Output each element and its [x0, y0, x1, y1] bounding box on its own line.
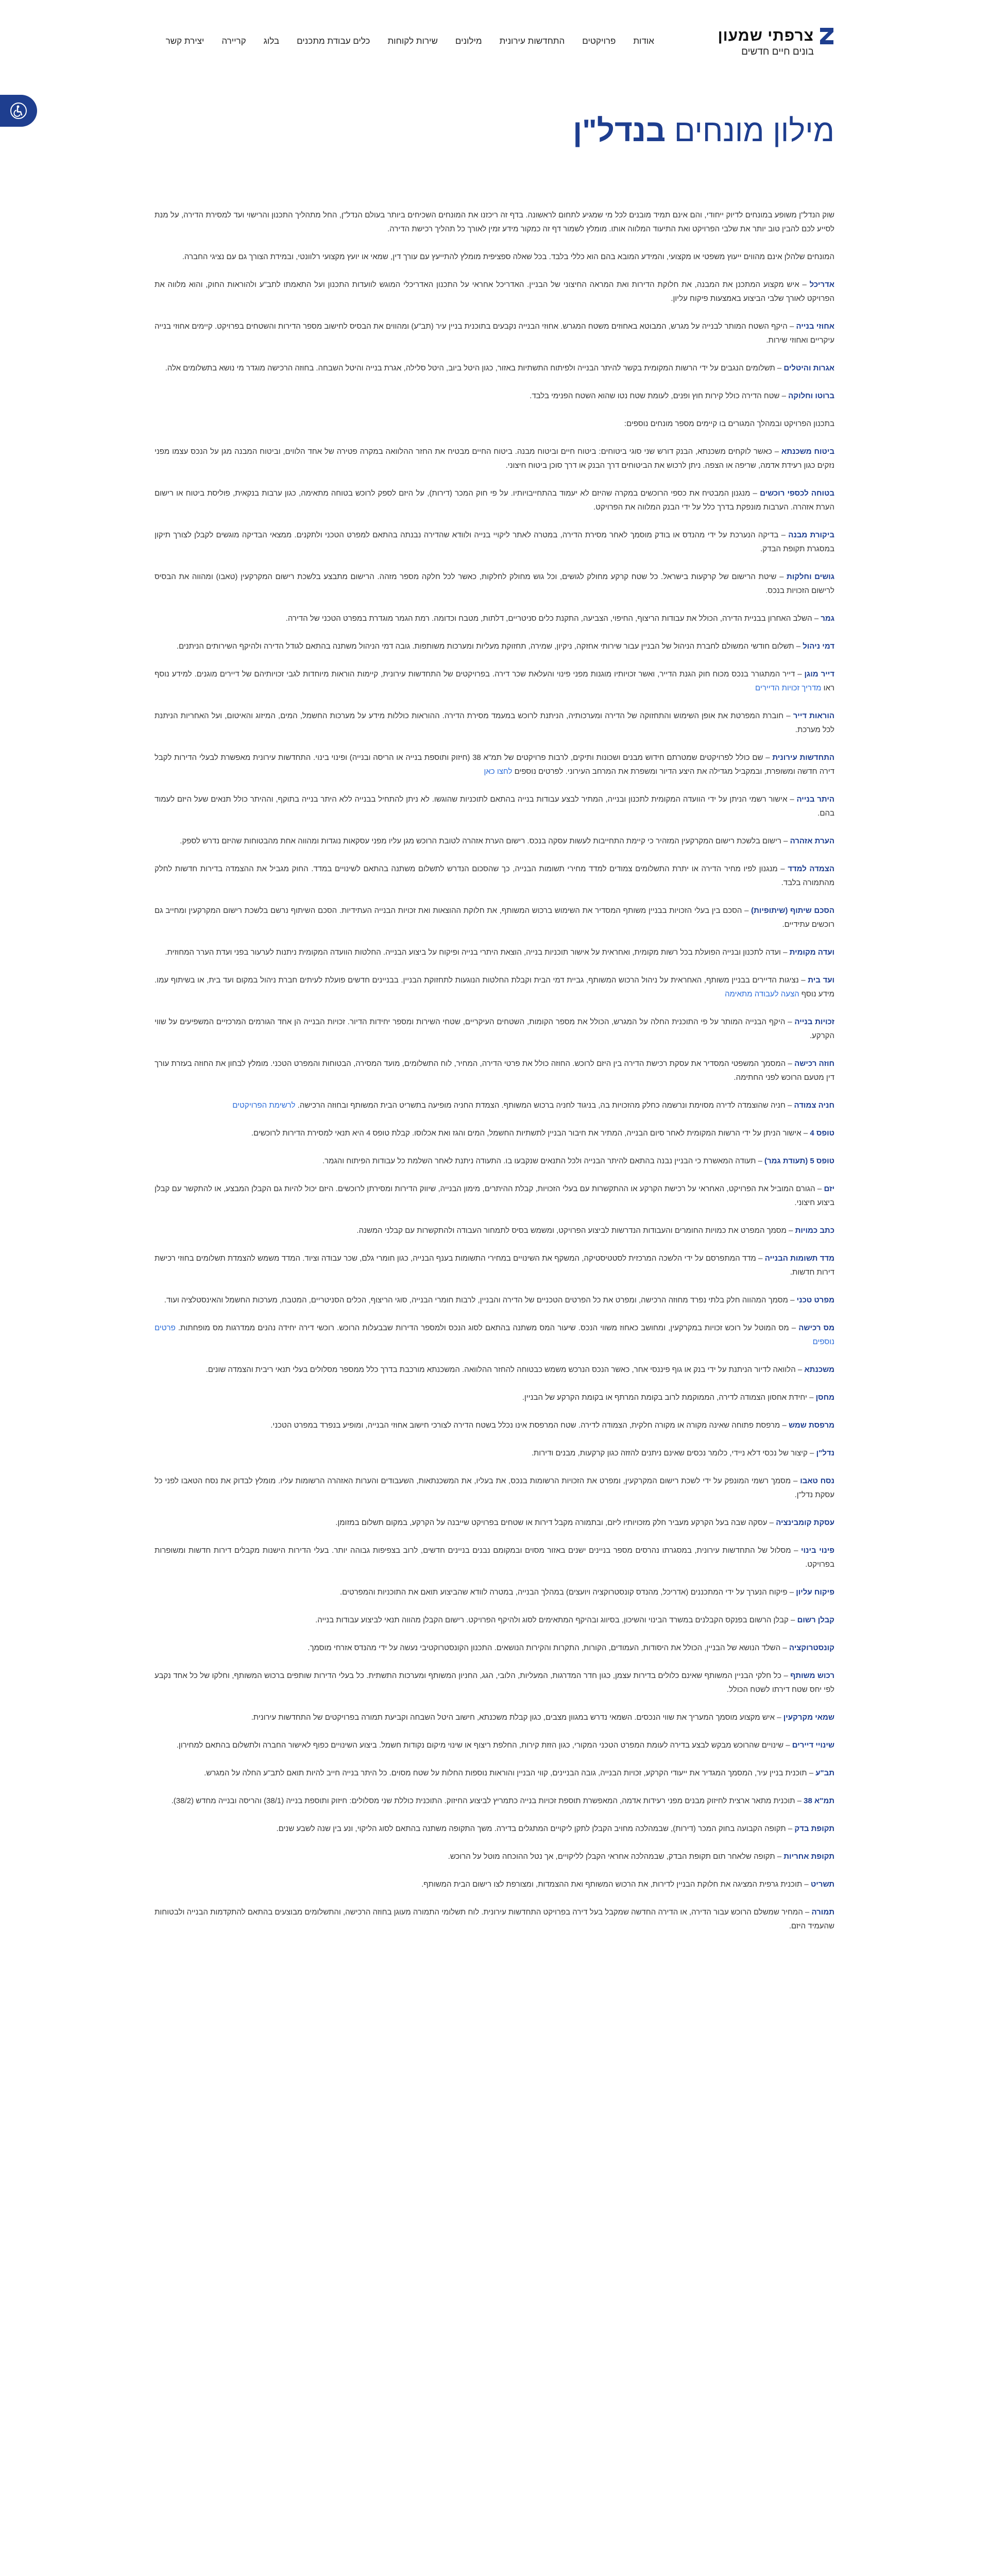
glossary-definition: – מס המוטל על רוכש זכויות במקרקעין, ומחושב כאחוז משווי הנכס. שיעור המס משתנה בהתאם לסוג הנכס ולמספר הדירות שבבעלות הרוכש. רוכשי דירה יחידה נהנים ממדרגות מס מופחתות.: [175, 1324, 799, 1332]
glossary-term: תב"ע: [815, 1769, 834, 1777]
glossary-term: משכנתא: [804, 1365, 834, 1374]
glossary-paragraph: [155, 528, 834, 556]
glossary-term: זכויות בנייה: [794, 1018, 834, 1026]
nav-tools[interactable]: כלים עבודת מתכנים: [297, 36, 370, 46]
glossary-definition: בתכנון הפרויקט ובמהלך המגורים בו קיימים מספר מונחים נוספים:: [624, 419, 834, 428]
glossary-term: גמר: [821, 614, 834, 623]
glossary-term: רכוש משותף: [790, 1671, 834, 1680]
glossary-paragraph: [155, 1154, 834, 1168]
glossary-definition: – אישור רשמי הניתן על ידי הוועדה המקומית לתכנון ובנייה, המתיר לבצע עבודות בנייה בהתאם לתוכניות שהוגשו. לא ניתן להתחיל בבנייה ללא היתר בנייה בתוקף, וההיתר כולל תנאים שעל היזם לעמוד בהם.: [155, 795, 834, 818]
glossary-link[interactable]: פרטים נוספים: [155, 1324, 834, 1346]
glossary-paragraph: [155, 792, 834, 820]
nav-blog[interactable]: בלוג: [263, 36, 280, 46]
nav-glossaries[interactable]: מילונים: [455, 36, 482, 46]
glossary-term: נדל"ן: [816, 1449, 834, 1458]
glossary-link[interactable]: הצעה לעבודה מתאימה: [725, 990, 799, 998]
glossary-term: ביקורת מבנה: [788, 531, 834, 539]
glossary-paragraph: [155, 834, 834, 848]
glossary-term: תמ"א 38: [804, 1797, 834, 1805]
glossary-paragraph: [155, 1098, 834, 1112]
glossary-definition: – מסלול של התחדשות עירונית, במסגרתו נהרסים מספר בניינים ישנים באזור מסוים ובמקומם נבנים בניינים חדשים, לרוב בצפיפות גבוהה יותר. בעלי הדירות הישנות מקבלים דירות חדשות ומשופרות בפרויקט.: [155, 1546, 834, 1569]
glossary-term: היתר בנייה: [796, 795, 834, 804]
glossary-definition: – תשלום חודשי המשולם לחברת הניהול של הבניין עבור שירותי אחזקה, ניקיון, שמירה, תחזוקת מעליות ומערכות משותפות. גובה דמי הניהול משתנה בהתאם לגודל הדירה ולהיקף השירותים הניתנים.: [176, 642, 803, 651]
glossary-definition: – הגורם המוביל את הפרויקט, האחראי על רכישת הקרקע או ההתקשרות עם בעלי הזכויות, קבלת ההיתרים, מימון הבנייה, שיווק הדירות ומסירתן לרוכשים. היזם יכול להיות גם הקבלן המבצע, או להתקשר עם קבלן ביצוע חיצוני.: [155, 1184, 834, 1207]
glossary-term: יזם: [824, 1184, 834, 1193]
glossary-paragraph: [155, 973, 834, 1001]
glossary-paragraph: [155, 278, 834, 306]
glossary-definition: – בדיקה הנערכת על ידי מהנדס או בודק מוסמך לאחר מסירת הדירה, במטרה לאתר ליקויי בנייה ולוודא שהדירה נבנתה בהתאם למפרט הטכני ולתקנים. ממצאי הבדיקה מוגשים לקבלן לצורך תיקון במסגרת תקופת הבדק.: [155, 531, 834, 553]
glossary-paragraph: [155, 1057, 834, 1084]
glossary-term: ועדה מקומית: [789, 948, 834, 957]
glossary-term: מס רכישה: [798, 1324, 834, 1332]
glossary-paragraph: [155, 1182, 834, 1210]
glossary-definition: – המחיר שמשלם הרוכש עבור הדירה, או הדירה החדשה שמקבל בעל דירה בפרויקט התחדשות עירונית. לוח תשלומי התמורה מעוגן בחוזה הרכישה, והתשלומים מבוצעים בהתאם להתקדמות הבנייה ולבטוחות שהעמיד היזם.: [155, 1908, 834, 1930]
glossary-term: ברוטו וחלוקה: [788, 392, 834, 400]
glossary-definition: – הלוואה לדיור הניתנת על ידי בנק או גוף פיננסי אחר, כאשר הנכס הנרכש משמש כבטוחה להחזר ההלוואה. המשכנתא מורכבת בדרך כלל ממספר מסלולים בעלי תנאי ריבית והצמדה שונים.: [206, 1365, 805, 1374]
glossary-term: טופס 5 (תעודת גמר): [764, 1157, 834, 1165]
glossary-term: תקופת בדק: [794, 1824, 834, 1833]
page-title-bold: בנדל"ן: [573, 113, 666, 148]
glossary-term: נסח טאבו: [800, 1477, 834, 1485]
logo-name: צרפתי שמעון: [718, 27, 814, 44]
glossary-definition: – תקופה הקבועה בחוק המכר (דירות), שבמהלכה מחויב הקבלן לתקן ליקויים המתגלים בדירה. משך התקופה משתנה בהתאם לסוג הליקוי, ונע בין שנה לשבע שנים.: [276, 1824, 795, 1833]
glossary-term: הסכם שיתוף (שיתופיות): [751, 906, 834, 915]
page-title: [0, 115, 989, 146]
glossary-term: קבלן רשום: [797, 1616, 834, 1624]
glossary-paragraph: [155, 1126, 834, 1140]
glossary-term: תמורה: [811, 1908, 834, 1917]
glossary-definition: – מסמך המהווה חלק בלתי נפרד מחוזה הרכישה, ומפרט את כל הפרטים הטכניים של הדירה והבניין, לרבות חומרי הבנייה, סוגי הריצוף, הכלים הסניטריים, המטבח, מערכות החשמל והאינסטלציה ועוד.: [164, 1296, 797, 1304]
glossary-definition: – עסקה שבה בעל הקרקע מעביר חלק מזכויותיו ליזם, ובתמורה מקבל דירות או שטחים בפרויקט שייבנה על הקרקע, במקום תשלום במזומן.: [335, 1518, 776, 1527]
glossary-term: אגרות והיטלים: [783, 364, 834, 372]
glossary-paragraph: [155, 1766, 834, 1780]
glossary-definition: – כל חלקי הבניין המשותף שאינם כלולים בדירות עצמן, כגון חדר המדרגות, המעליות, הלובי, הגג, החניון המשותף ומערכות התשתית. כל בעלי הדירות שותפים ברכוש המשותף, וחלקו של כל אחד נקבע לפי יחס שטח דירתו לשטח הכולל.: [155, 1671, 834, 1694]
main-nav: [166, 36, 654, 46]
glossary-definition: – השלד הנושא של הבניין, הכולל את היסודות, העמודים, הקורות, התקרות והקירות הנושאים. התכנון הקונסטרוקטיבי נעשה על ידי מהנדס אזרחי מוסמך.: [308, 1643, 789, 1652]
glossary-term: שינויי דיירים: [792, 1741, 834, 1750]
glossary-paragraph: [155, 1321, 834, 1349]
glossary-definition: – פיקוח הנערך על ידי המתכננים (אדריכל, מהנדס קונסטרוקציה ויועצים) במהלך הבנייה, במטרה לוודא שהביצוע תואם את התוכניות והמפרטים.: [339, 1588, 796, 1597]
site-header: [0, 0, 989, 89]
glossary-definition: המונחים שלהלן אינם מהווים ייעוץ משפטי או מקצועי, והמידע המובא בהם הוא כללי בלבד. בכל שאלה ספציפית מומלץ להתייעץ עם עורך דין, שמאי או יועץ מקצועי רלוונטי, ובמידת הצורך גם עם נציגי החברה.: [182, 252, 834, 261]
glossary-term: תשריט: [810, 1880, 834, 1889]
glossary-definition: – מדד המתפרסם על ידי הלשכה המרכזית לסטטיסטיקה, המשקף את השינויים במחירי התשומות בענף הבנייה, כגון חומרי גלם, שכר עבודה וציוד. המדד משמש להצמדת תשלומים בחוזי רכישת דירות חדשות.: [155, 1254, 834, 1277]
glossary-content: [155, 208, 834, 1933]
glossary-paragraph: [155, 208, 834, 236]
glossary-term: שמאי מקרקעין: [783, 1713, 834, 1722]
glossary-term: חניה צמודה: [794, 1101, 834, 1110]
glossary-term: אדריכל: [809, 280, 834, 289]
glossary-definition: – היקף הבנייה המותר על פי התוכנית החלה על המגרש, הכולל את מספר הקומות, השטחים העיקריים, שטחי השירות ומספר יחידות הדיור. זכויות הבנייה הן אחד הגורמים המרכזיים המשפיעים על שווי הקרקע.: [155, 1018, 834, 1040]
glossary-paragraph: [155, 486, 834, 514]
glossary-definition: – מנגנון המבטיח את כספי הרוכשים במקרה שהיזם לא יעמוד בהתחייבויותיו. על פי חוק המכר (דירות), על היזם לספק לרוכש בטוחה מתאימה, כגון ערבות בנקאית, פוליסת ביטוח או רישום הערת אזהרה. הערבות מונפקת בדרך כלל על ידי הבנק המלווה את הפרויקט.: [155, 489, 834, 512]
glossary-paragraph: [155, 1641, 834, 1655]
glossary-paragraph: [155, 250, 834, 264]
glossary-definition: – איש מקצוע מוסמך המעריך את שווי הנכסים. השמאי נדרש במגוון מצבים, כגון קבלת משכנתא, חישוב היטל השבחה וקביעת תמורה בפרויקטים של התחדשות עירונית.: [251, 1713, 783, 1722]
glossary-definition: – תוכנית גרפית המציגה את חלוקת הבניין לדירות, את הרכוש המשותף ואת ההצמדות, ומצורפת לצו רישום הבית המשותף.: [421, 1880, 811, 1889]
glossary-paragraph: [155, 639, 834, 653]
glossary-definition: – מסמך רשמי המונפק על ידי לשכת רישום המקרקעין, ומפרט את הזכויות הרשומות בנכס, את בעליו, את המשכנתאות, השעבודים והערות האזהרה הרשומות עליו. מומלץ לבדוק את נסח הטאבו לפני כל עסקת נדל"ן.: [155, 1477, 834, 1499]
glossary-paragraph: [155, 1710, 834, 1724]
glossary-definition: – יחידת אחסון הצמודה לדירה, הממוקמת לרוב בקומת המרתף או בקומת הקרקע של הבניין.: [522, 1393, 816, 1402]
glossary-paragraph: [155, 667, 834, 695]
glossary-paragraph: [155, 319, 834, 347]
glossary-definition: – קיצור של נכסי דלא ניידי, כלומר נכסים שאינם ניתנים להזזה כגון קרקעות, מבנים ודירות.: [531, 1449, 816, 1458]
accessibility-icon: [10, 102, 27, 120]
glossary-paragraph: [155, 1613, 834, 1627]
glossary-term: התחדשות עירונית: [772, 753, 834, 762]
glossary-term: מרפסת שמש: [788, 1421, 834, 1430]
glossary-paragraph: [155, 1015, 834, 1043]
glossary-paragraph: [155, 1474, 834, 1502]
glossary-term: הוראות דייר: [793, 711, 834, 720]
glossary-definition: – איש מקצוע המתכנן את המבנה, את חלוקת הדירות ואת המראה החיצוני של הבניין. האדריכל אחראי על התכנון האדריכלי המוגש לוועדות התכנון ועל התאמתו לתב"ע ולהוראות החוק, והוא מלווה את הפרויקט לאורך שלבי הביצוע באמצעות פיקוח עליון.: [155, 280, 834, 303]
glossary-paragraph: [155, 1669, 834, 1697]
glossary-definition: – שיטת הרישום של קרקעות בישראל. כל שטח קרקע מחולק לגושים, וכל גוש מחולק לחלקות, כאשר לכל חלקה מספר מזהה. הרישום מתבצע בלשכת רישום המקרקעין (טאבו) ומהווה את הבסיס לרישום הזכויות בנכס.: [155, 572, 834, 595]
glossary-paragraph: [155, 1391, 834, 1404]
glossary-paragraph: [155, 1446, 834, 1460]
glossary-link[interactable]: לרשימת הפרויקטים: [232, 1101, 296, 1110]
glossary-paragraph: [155, 751, 834, 778]
nav-about[interactable]: אודות: [633, 36, 654, 46]
glossary-definition: – חניה שהוצמדה לדירה מסוימת ונרשמה כחלק מהזכויות בה, בניגוד לחניה ברכוש המשותף. הצמדת החניה מופיעה בתשריט הבית המשותף ובחוזה הרכישה.: [295, 1101, 794, 1110]
glossary-definition: – תוכנית בניין עיר, המסמך המגדיר את ייעודי הקרקע, זכויות הבנייה, גובה הבניינים, קווי הבניין והוראות נוספות החלות על שטח מסוים. כל היתר בנייה חייב להיות תואם לתב"ע החלה על המגרש.: [204, 1769, 816, 1777]
glossary-definition: – דייר המתגורר בנכס מכוח חוק הגנת הדייר, ואשר זכויותיו מוגנות מפני פינוי והעלאת שכר דירה. בפרויקטים של התחדשות עירונית, קיימות הוראות מיוחדות לגבי זכויותיהם של דיירים מוגנים. למידע נוסף ראו: [155, 670, 834, 692]
glossary-definition: – הסכם בין בעלי הזכויות בבניין משותף המסדיר את השימוש ברכוש המשותף, את חלוקת ההוצאות ואת זכויות הבנייה העתידיות. הסכם השיתוף נרשם בלשכת רישום המקרקעין ומחייב גם רוכשים עתידיים.: [155, 906, 834, 929]
glossary-term: חוזה רכישה: [794, 1059, 835, 1068]
glossary-definition: – היקף השטח המותר לבנייה על מגרש, המבוטא באחוזים משטח המגרש. אחוזי הבנייה נקבעים בתוכנית בניין עיר (תב"ע) ומהווים את הבסיס לחישוב מספר הדירות והשטחים בפרויקט. קיימים אחוזי בנייה עיקריים ואחוזי שירות.: [155, 322, 834, 345]
glossary-paragraph: [155, 1794, 834, 1808]
glossary-paragraph: [155, 612, 834, 625]
glossary-paragraph: [155, 945, 834, 959]
glossary-term: ועד בית: [808, 976, 835, 985]
glossary-definition: – שם כולל לפרויקטים שמטרתם חידוש מבנים ושכונות ותיקים, לרבות פרויקטים של תמ"א 38 (חיזוק ותוספת בנייה או הריסה ובנייה) ופינוי בינוי. התחדשות עירונית מאפשרת לבעלי הדירות לקבל דירה חדשה ומשופרת, ובמקביל מגדילה את היצע הדיור ומשפרת את המרחב העירוני. לפרטים נוספים: [155, 753, 834, 776]
glossary-definition: – תשלומים הנגבים על ידי הרשות המקומית בקשר להיתר הבנייה ולפיתוח התשתיות באזור, כגון היטל ביוב, היטל סלילה, אגרת בנייה והיטל השבחה. בחוזה הרכישה מוגדר מי נושא בתשלומים אלה.: [165, 364, 784, 372]
glossary-term: קונסטרוקציה: [789, 1643, 834, 1652]
glossary-paragraph: [155, 1544, 834, 1571]
glossary-term: תקופת אחריות: [783, 1852, 834, 1861]
glossary-definition: – נציגות הדיירים בבניין משותף, האחראית על ניהול הרכוש המשותף, גביית דמי הבית וקבלת החלטות הנוגעות לתחזוקת הבניין. בבניינים חדשים פועלת לעיתים חברת ניהול במקום ועד בית, או בשיתוף עמו. מידע נוסף: [155, 976, 834, 998]
glossary-term: פינוי בינוי: [801, 1546, 835, 1555]
site-logo[interactable]: [718, 27, 834, 58]
glossary-definition: – ועדה לתכנון ובנייה הפועלת בכל רשות מקומית, ואחראית על אישור תוכניות בנייה, הוצאת היתרי בנייה ופיקוח על ביצוע הבנייה. החלטות הוועדה המקומית ניתנות לערעור בפני ועדת הערר המחוזית.: [165, 948, 790, 957]
glossary-term: ביטוח משכנתא: [781, 447, 834, 456]
glossary-term: כתב כמויות: [795, 1226, 834, 1235]
glossary-definition: – מרפסת פתוחה שאינה מקורה או מקורה חלקית, הצמודה לדירה. שטח המרפסת אינו נכלל בשטח הדירה לצורכי חישוב אחוזי הבנייה, ומופיע בנפרד במפרט הטכני.: [270, 1421, 789, 1430]
glossary-definition: – המסמך המשפטי המסדיר את עסקת רכישת הדירה בין היזם לרוכש. החוזה כולל את פרטי הדירה, המחיר, לוח התשלומים, מועד המסירה, הבטוחות והמפרט הטכני. מומלץ לבחון את החוזה בעזרת עורך דין מטעם הרוכש לפני החתימה.: [155, 1059, 834, 1082]
glossary-paragraph: [155, 862, 834, 890]
glossary-term: הצמדה למדד: [788, 865, 834, 873]
nav-contact[interactable]: יצירת קשר: [165, 36, 204, 46]
glossary-paragraph: [155, 361, 834, 375]
glossary-paragraph: [155, 570, 834, 598]
glossary-term: עסקת קומבינציה: [776, 1518, 834, 1527]
glossary-paragraph: [155, 1822, 834, 1836]
glossary-term: מדד תשומות הבנייה: [764, 1254, 834, 1263]
glossary-term: הערת אזהרה: [790, 837, 834, 845]
glossary-link[interactable]: לחצו כאן: [484, 767, 513, 776]
glossary-definition: – שטח הדירה כולל קירות חוץ ופנים, לעומת שטח נטו שהוא השטח הפנימי בלבד.: [530, 392, 789, 400]
glossary-paragraph: [155, 1585, 834, 1599]
glossary-term: פיקוח עליון: [796, 1588, 834, 1597]
glossary-definition: – כאשר לוקחים משכנתא, הבנק דורש שני סוגי ביטוחים: ביטוח חיים וביטוח מבנה. ביטוח החיים מבטיח את החזר ההלוואה במקרה פטירה של אחד הלווים, וביטוח המבנה מגן על הנכס עצמו מפני נזקים כגון רעידת אדמה, שריפה או הצפה. ניתן לרכוש את הביטוחים דרך הבנק או דרך סוכן ביטוח חיצוני.: [155, 447, 834, 470]
logo-mark: [718, 27, 834, 45]
glossary-definition: – תקופה שלאחר תום תקופת הבדק, שבמהלכה אחראי הקבלן לליקויים, אך נטל ההוכחה מוטל על הרוכש.: [448, 1852, 784, 1861]
glossary-paragraph: [155, 389, 834, 403]
glossary-link[interactable]: מדריך זכויות הדיירים: [755, 684, 822, 692]
glossary-definition: – אישור הניתן על ידי הרשות המקומית לאחר סיום הבנייה, המתיר את חיבור הבניין לתשתיות החשמל, המים והגז ואת אכלוסו. קבלת טופס 4 היא תנאי למסירת הדירות לרוכשים.: [251, 1129, 810, 1138]
nav-customer-service[interactable]: שירות לקוחות: [387, 36, 438, 46]
glossary-paragraph: [155, 1905, 834, 1933]
logo-tagline: בונים חיים חדשים: [741, 46, 814, 57]
glossary-definition: – מנגנון לפיו מחיר הדירה או יתרת התשלומים צמודים למדד מחירי תשומות הבנייה, כך שהסכום הנדרש לתשלום משתנה בהתאם לשינויים במדד. החוק מגביל את ההצמדה בדירות חדשות לחלק מהתמורה בלבד.: [155, 865, 834, 887]
glossary-paragraph: [155, 417, 834, 431]
glossary-term: גושים וחלקות: [787, 572, 835, 581]
glossary-paragraph: [155, 1850, 834, 1863]
glossary-term: דייר מוגן: [804, 670, 834, 679]
glossary-paragraph: [155, 1516, 834, 1530]
glossary-term: אחוזי בנייה: [796, 322, 834, 331]
glossary-term: דמי ניהול: [803, 642, 834, 651]
glossary-term: מפרט טכני: [796, 1296, 834, 1304]
glossary-paragraph: [155, 1418, 834, 1432]
page-title-plain: מילון מונחים: [666, 113, 834, 148]
glossary-definition: – מסמך המפרט את כמויות החומרים והעבודות הנדרשות לביצוע הפרויקט, ומשמש בסיס לתמחור העבודה ולהתקשרות עם קבלני המשנה.: [356, 1226, 795, 1235]
glossary-definition: – השלב האחרון בבניית הדירה, הכולל את עבודות הריצוף, החיפוי, הצביעה, התקנת כלים סניטריים, דלתות, מטבח וכדומה. רמת הגמר מוגדרת במפרט הטכני של הדירה.: [285, 614, 821, 623]
accessibility-button[interactable]: [0, 95, 37, 127]
glossary-paragraph: [155, 904, 834, 931]
glossary-paragraph: [155, 445, 834, 472]
glossary-paragraph: [155, 1251, 834, 1279]
glossary-term: מחסן: [815, 1393, 834, 1402]
glossary-definition: – שינויים שהרוכש מבקש לבצע בדירה לעומת המפרט הטכני המקורי, כגון הזזת קירות, החלפת ריצוף או שינוי מיקום נקודות חשמל. ביצוע השינויים כפוף לאישור החברה ולתשלום בהתאם למחירון.: [176, 1741, 792, 1750]
glossary-paragraph: [155, 709, 834, 737]
nav-careers[interactable]: קריירה: [221, 36, 246, 46]
glossary-definition: – רישום בלשכת רישום המקרקעין המזהיר כי קיימת התחייבות לעשות עסקה בנכס. רישום הערת אזהרה לטובת הרוכש מגן עליו מפני עסקאות נוגדות ומהווה אחת מהבטוחות שהיזם נדרש לספק.: [180, 837, 790, 845]
logo-z-icon: [819, 27, 834, 45]
glossary-paragraph: [155, 1293, 834, 1307]
nav-projects[interactable]: פרויקטים: [582, 36, 616, 46]
glossary-term: בטוחה לכספי רוכשים: [760, 489, 834, 498]
nav-urban-renewal[interactable]: התחדשות עירונית: [499, 36, 565, 46]
glossary-term: טופס 4: [810, 1129, 834, 1138]
glossary-paragraph: [155, 1877, 834, 1891]
glossary-definition: – תעודה המאשרת כי הבניין נבנה בהתאם להיתר הבנייה ולכל התנאים שנקבעו בו. התעודה ניתנת לאחר השלמת כל עבודות הפיתוח והגמר.: [322, 1157, 765, 1165]
glossary-definition: – תוכנית מתאר ארצית לחיזוק מבנים מפני רעידות אדמה, המאפשרת תוספת זכויות בנייה כתמריץ לביצוע החיזוק. התוכנית כוללת שני מסלולים: חיזוק ותוספת בנייה (38/1) והריסה ובנייה מחדש (38/2).: [171, 1797, 804, 1805]
glossary-paragraph: [155, 1363, 834, 1377]
glossary-definition: – קבלן הרשום בפנקס הקבלנים במשרד הבינוי והשיכון, בסיווג ובהיקף המתאימים לסוג ולהיקף הפרויקט. רישום הקבלן מהווה תנאי לביצוע עבודות בנייה.: [315, 1616, 797, 1624]
glossary-paragraph: [155, 1738, 834, 1752]
glossary-definition: שוק הנדל"ן משופע במונחים לדיוק ייחודי, והם אינם תמיד מובנים לכל מי שמגיע לתחום לראשונה. בדף זה ריכזנו את המונחים השכיחים ביותר בעולם הנדל"ן, החל מתהליך התכנון והרישוי ועד למסירת הדירה, על מנת לסייע לכם להבין טוב יותר את שלבי הפרויקט ואת התיעוד המלווה אותו. מומלץ לשמור דף זה כמקור מידע זמין לאורך כל תהליך רכישת הדירה.: [155, 211, 834, 233]
glossary-paragraph: [155, 1224, 834, 1238]
glossary-definition: – חוברת המפרטת את אופן השימוש והתחזוקה של הדירה ומערכותיה, הניתנת לרוכש במעמד מסירת הדירה. ההוראות כוללות מידע על מערכות החשמל, המים, המיזוג והאיטום, ועל האחריות הניתנת לכל מערכת.: [155, 711, 834, 734]
